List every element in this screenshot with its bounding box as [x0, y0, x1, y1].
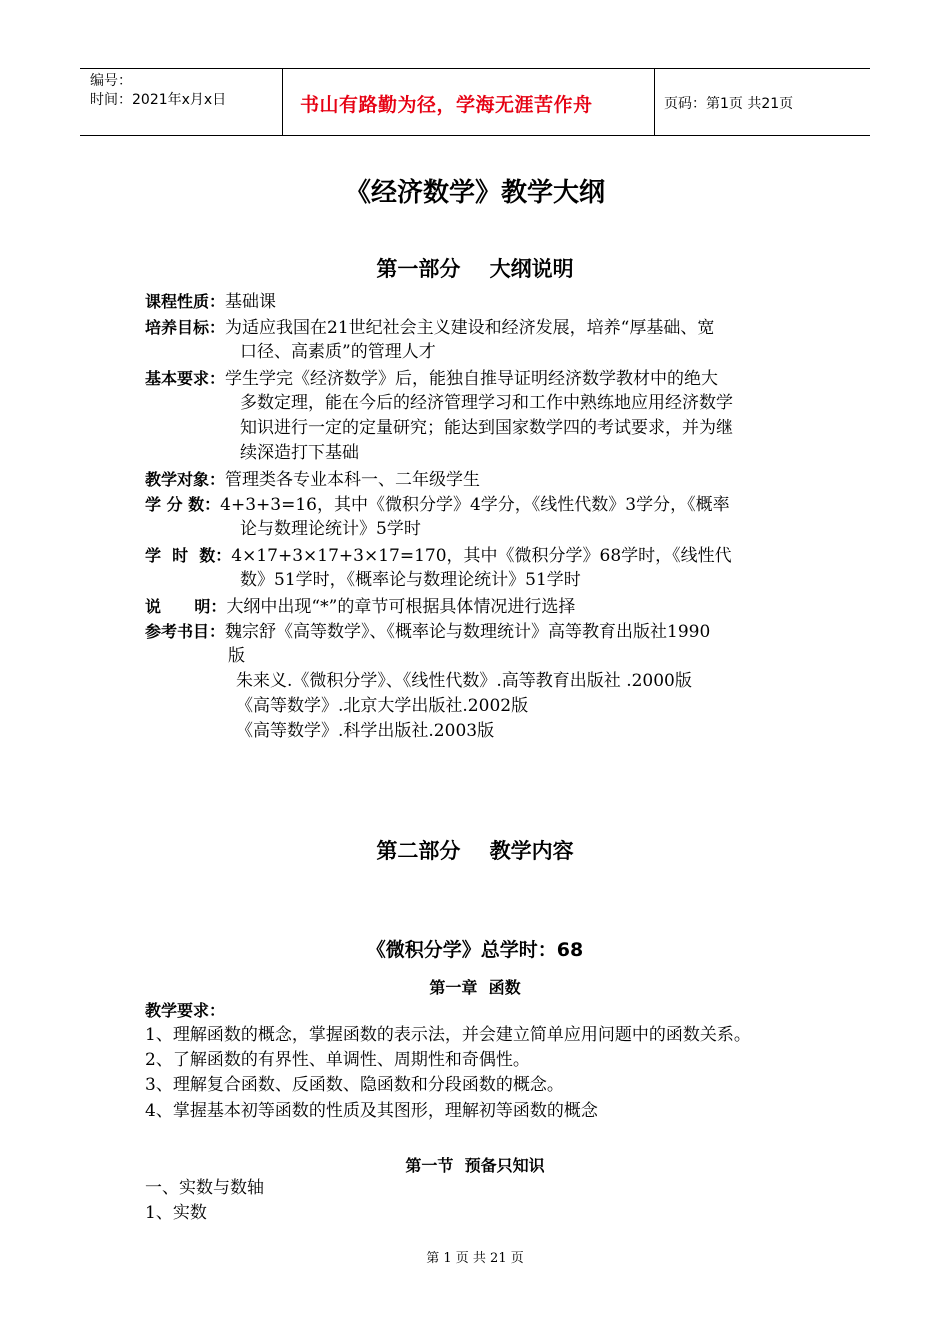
item-credits — [145, 492, 730, 518]
header-motto: 书山有路勤为径，学海无涯苦作舟 — [300, 94, 593, 116]
item-text: 基础课 — [225, 292, 277, 312]
item-label: 教学对象： — [145, 470, 226, 489]
item-text-continued: 知识进行一定的定量研究；能达到国家数学四的考试要求，并为继 — [240, 418, 733, 438]
item-label: 学 时 数： — [145, 546, 232, 565]
item-text-continued: 口径、高素质”的管理人才 — [240, 342, 436, 362]
item-label: 学 分 数： — [145, 495, 221, 514]
header-number-label: 编号： — [90, 73, 132, 89]
item-text: 魏宗舒《高等数学》、《概率论与数理统计》高等教育出版社1990 — [225, 622, 711, 642]
part2-title: 第二部分 教学内容 — [376, 839, 574, 863]
page-footer: 第 1 页 共 21 页 — [426, 1251, 524, 1266]
reference-line: 版 — [228, 646, 245, 666]
item-text-continued: 多数定理，能在今后的经济管理学习和工作中熟练地应用经济数学 — [240, 393, 733, 413]
item-references — [145, 619, 710, 645]
reference-line: 《高等数学》.北京大学出版社.2002版 — [236, 696, 529, 716]
item-training-goal — [145, 315, 714, 341]
item-label: 课程性质： — [145, 292, 226, 311]
requirement-item: 3、理解复合函数、反函数、隐函数和分段函数的概念。 — [145, 1075, 564, 1095]
header-divider-left — [282, 68, 283, 136]
header-top-rule — [80, 68, 870, 69]
requirements-label: 教学要求： — [145, 1001, 226, 1020]
item-label: 参考书目： — [145, 622, 226, 641]
item-text: 4+3+3=16，其中《微积分学》4学分，《线性代数》3学分，《概率 — [220, 495, 730, 515]
item-hours — [145, 543, 732, 569]
item-text-continued: 续深造打下基础 — [240, 443, 359, 463]
item-text-continued: 数》51学时，《概率论与数理论统计》51学时 — [240, 570, 581, 590]
item-note — [145, 594, 575, 620]
header-page-info: 页码：第1页 共21页 — [664, 96, 794, 112]
header-divider-right — [654, 68, 655, 136]
part1-title: 第一部分 大纲说明 — [376, 257, 574, 281]
item-text: 学生学完《经济数学》后，能独自推导证明经济数学教材中的绝大 — [225, 369, 719, 389]
requirement-item: 2、了解函数的有界性、单调性、周期性和奇偶性。 — [145, 1050, 530, 1070]
item-basic-requirements — [145, 366, 718, 392]
section-line: 1、实数 — [145, 1203, 207, 1223]
item-label: 培养目标： — [145, 318, 226, 337]
item-text: 4×17+3×17+3×17=170，其中《微积分学》68学时，《线性代 — [231, 546, 732, 566]
requirement-item: 4、掌握基本初等函数的性质及其图形，理解初等函数的概念 — [145, 1101, 598, 1121]
item-text: 管理类各专业本科一、二年级学生 — [225, 470, 481, 490]
reference-line: 朱来义.《微积分学》、《线性代数》.高等教育出版社 .2000版 — [236, 671, 692, 691]
header-time-label: 时间：2021年x月x日 — [90, 92, 227, 108]
section-title: 第一节 预备只知识 — [405, 1156, 545, 1175]
item-teaching-target — [145, 467, 480, 493]
section-line: 一、实数与数轴 — [145, 1178, 264, 1198]
item-course-nature — [145, 289, 276, 315]
course-title: 《微积分学》总学时：68 — [366, 939, 584, 961]
document-title: 《经济数学》教学大纲 — [344, 178, 605, 208]
requirement-item: 1、理解函数的概念，掌握函数的表示法，并会建立简单应用问题中的函数关系。 — [145, 1025, 751, 1045]
chapter-title: 第一章 函数 — [429, 978, 521, 997]
item-label: 说 明： — [145, 597, 227, 616]
item-text: 为适应我国在21世纪社会主义建设和经济发展，培养“厚基础、宽 — [225, 318, 715, 338]
item-label: 基本要求： — [145, 369, 226, 388]
item-text: 大纲中出现“*”的章节可根据具体情况进行选择 — [226, 597, 576, 617]
reference-line: 《高等数学》.科学出版社.2003版 — [236, 721, 495, 741]
item-text-continued: 论与数理论统计》5学时 — [240, 519, 421, 539]
header-bottom-rule — [80, 135, 870, 136]
